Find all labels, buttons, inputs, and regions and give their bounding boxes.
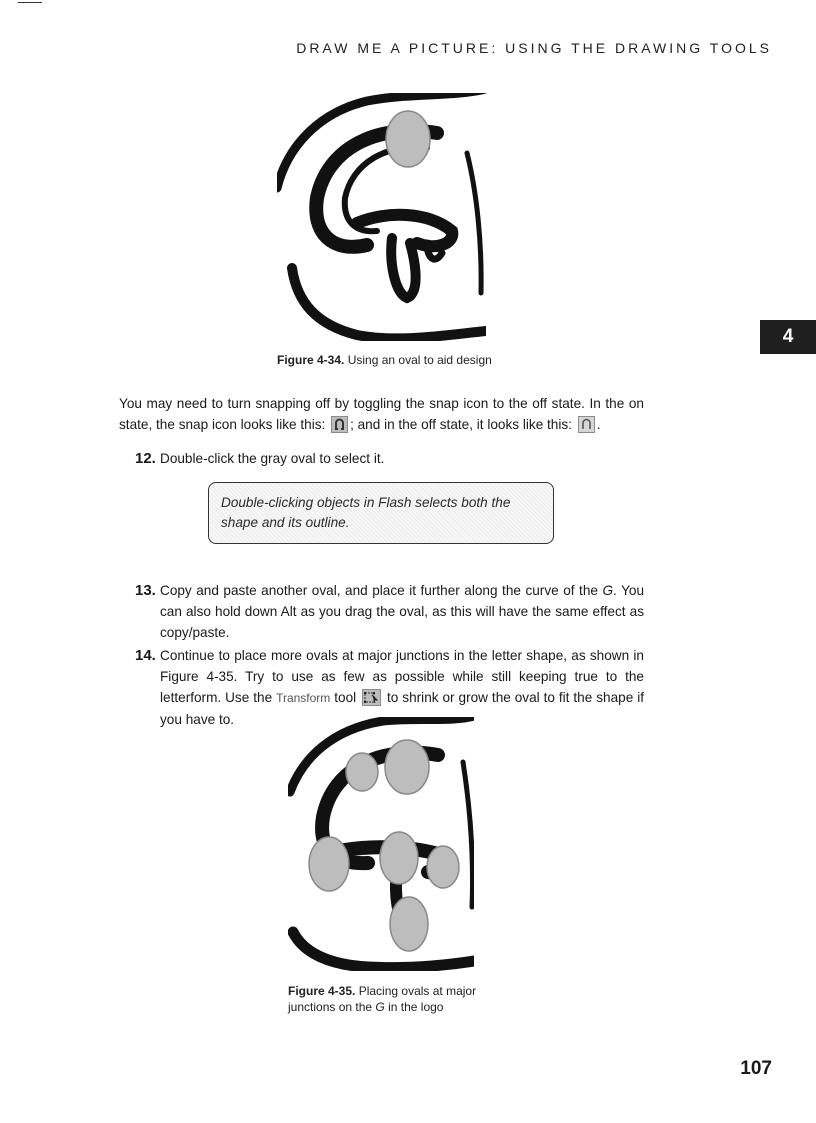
figure-4-34-image xyxy=(277,93,486,341)
step-14-text-mid: tool xyxy=(330,690,361,705)
note-box xyxy=(208,482,554,544)
figure-4-35-emphasis: G xyxy=(375,1000,385,1014)
step-14-text-post: to shrink or grow the oval to fit the shape if you have to. xyxy=(160,690,644,727)
figure-4-34-text: Using an oval to aid design xyxy=(347,353,492,367)
snap-paragraph xyxy=(119,393,644,435)
step-12 xyxy=(119,448,644,469)
step-13-number: 13. xyxy=(135,582,156,599)
step-13-text xyxy=(160,580,644,643)
step-13-text-pre: Copy and paste another oval, and place it further along the curve of the xyxy=(160,583,603,598)
page-number: 107 xyxy=(740,1058,772,1079)
chapter-tab: 4 xyxy=(760,320,816,354)
snap-off-icon xyxy=(578,416,595,433)
figure-4-34-label: Figure 4-34. xyxy=(277,353,345,367)
step-14-text-pre: Continue to place more ovals at major junctions in the letter shape, as shown in Figure 4-35. Try to use as few as possible while still keeping true to the letterform. Use the xyxy=(160,648,644,705)
snap-paragraph-part1: You may need to turn snapping off by toggling the snap icon to the off state. In the on state, the snap icon looks like this: xyxy=(119,396,644,432)
step-13-emphasis: G xyxy=(602,583,614,598)
figure-4-35-caption xyxy=(288,983,488,1015)
figure-4-34-caption xyxy=(277,352,492,368)
transform-tool-icon xyxy=(362,689,381,706)
snap-paragraph-part3: . xyxy=(596,417,601,432)
transform-tool-name: Transform xyxy=(276,691,331,705)
running-head: DRAW ME A PICTURE: USING THE DRAWING TOOLS xyxy=(296,40,772,56)
step-12-number: 12. xyxy=(135,450,156,467)
figure-4-35-text-pre: Placing ovals at major junctions on the xyxy=(288,984,477,1014)
snap-paragraph-part2: ; and in the off state, it looks like this: xyxy=(350,417,576,432)
corner-rule xyxy=(18,2,42,3)
step-13-text-post: . You can also hold down Alt as you drag the oval, as this will have the same effect as copy/paste. xyxy=(160,583,645,640)
figure-4-35-text-post: in the logo xyxy=(384,1000,444,1014)
step-14-number: 14. xyxy=(135,647,156,664)
step-12-text: Double-click the gray oval to select it. xyxy=(160,451,385,466)
note-text: Double-clicking objects in Flash selects both the shape and its outline. xyxy=(221,495,511,530)
step-13 xyxy=(119,580,644,643)
figure-4-35-image xyxy=(288,717,474,971)
snap-on-icon xyxy=(331,416,348,433)
figure-4-35-label: Figure 4-35. xyxy=(288,984,356,998)
